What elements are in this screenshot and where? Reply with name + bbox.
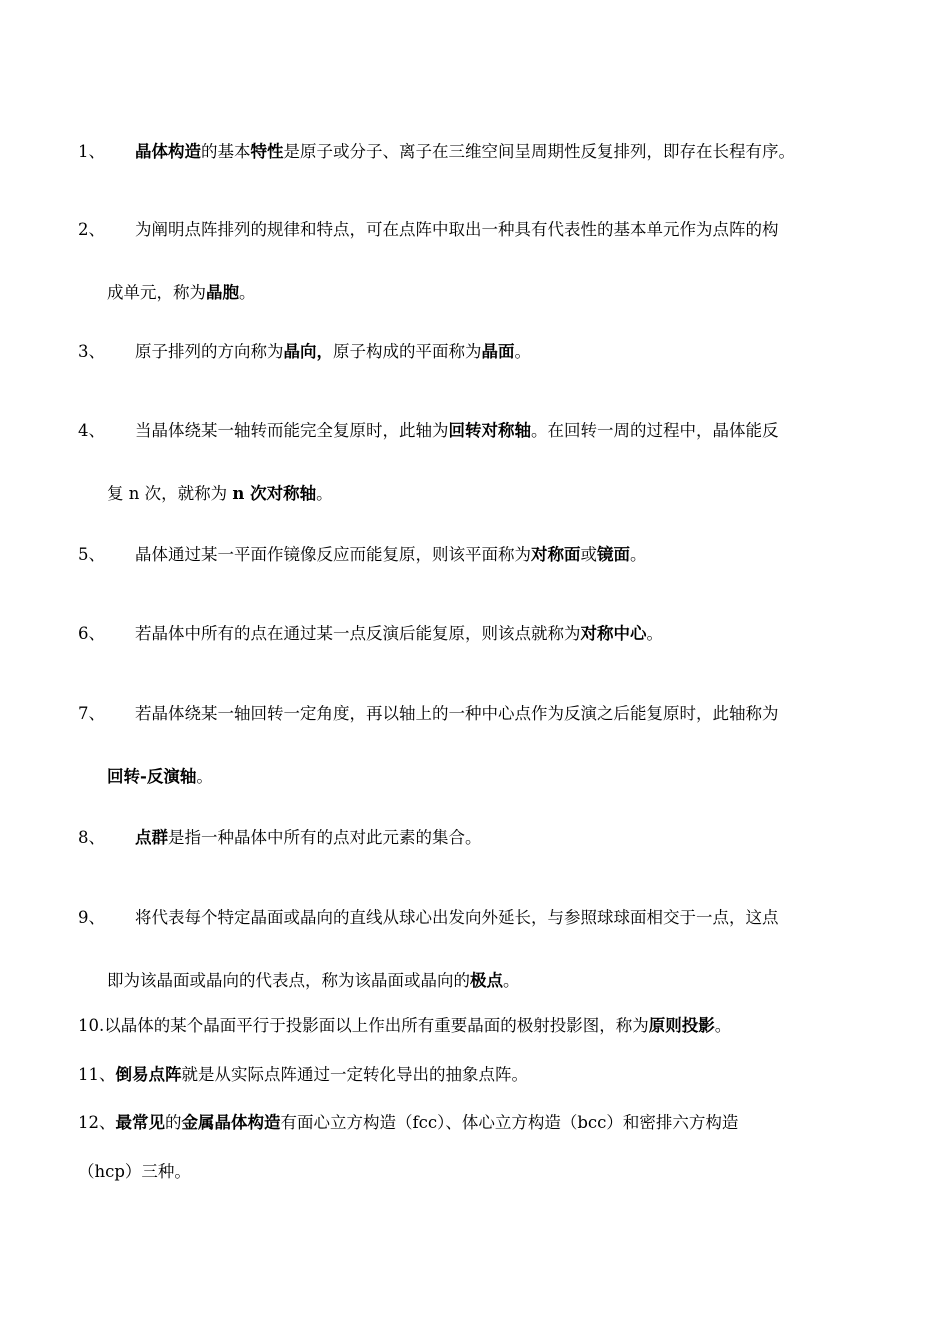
- text-run: 是原子或分子、离子在三维空间呈周期性反复排列，即存在长程有序。: [283, 142, 795, 161]
- text-run: 的基本: [201, 142, 251, 161]
- text-run: 或: [580, 545, 597, 564]
- term-bold: 对称中心: [580, 624, 647, 643]
- item-3: [0, 339, 950, 365]
- text-run: 。: [714, 1016, 732, 1035]
- term-bold: 最常见: [115, 1113, 165, 1132]
- item-text: [78, 1159, 191, 1185]
- text-run: 若晶体中所有的点在通过某一点反演后能复原，则该点就称为: [135, 624, 581, 643]
- item-1: [0, 139, 950, 165]
- text-run: 。: [646, 624, 663, 643]
- text-run: 。: [316, 484, 333, 503]
- item-text: [78, 1110, 738, 1136]
- term-bold: 镜面: [597, 545, 630, 564]
- text-run: 。: [196, 767, 213, 786]
- item-4-continuation: [0, 481, 950, 507]
- item-4: [0, 418, 950, 444]
- item-6: [0, 621, 950, 647]
- item-text: [135, 905, 779, 931]
- term-bold: 倒易点阵: [115, 1065, 182, 1084]
- text-run: 若晶体绕某一轴回转一定角度，再以轴上的一种中心点作为反演之后能复原时，此轴称为: [135, 704, 779, 723]
- text-run: 就是从实际点阵通过一定转化导出的抽象点阵。: [181, 1065, 528, 1084]
- text-run: 原子排列的方向称为: [135, 342, 284, 361]
- item-2: [0, 217, 950, 243]
- item-text: [135, 621, 663, 647]
- item-number: 4、: [78, 421, 105, 440]
- item-7-continuation: [0, 764, 950, 790]
- term-bold: 晶向，: [283, 342, 333, 361]
- text-run: 。: [630, 545, 647, 564]
- item-text: [135, 418, 779, 444]
- item-text: [107, 481, 333, 507]
- text-run: 10.以晶体的某个晶面平行于投影面以上作出所有重要晶面的极射投影图，称为: [78, 1016, 649, 1035]
- item-9: [0, 905, 950, 931]
- text-run: 。: [239, 283, 256, 302]
- term-bold: 回转对称轴: [448, 421, 531, 440]
- item-7: [0, 701, 950, 727]
- term-bold: 金属晶体构造: [181, 1113, 281, 1132]
- term-bold: 回转-反演轴: [107, 767, 197, 786]
- term-bold: 晶胞: [206, 283, 239, 302]
- text-run: 复 n 次，就称为: [107, 484, 233, 503]
- item-text: [135, 217, 779, 243]
- item-9-continuation: [0, 968, 950, 994]
- item-text: [107, 764, 213, 790]
- item-text: [135, 701, 779, 727]
- text-run: 12、: [78, 1113, 116, 1132]
- term-bold: 点群: [135, 828, 168, 847]
- item-text: [107, 968, 520, 994]
- text-run: 是指一种晶体中所有的点对此元素的集合。: [168, 828, 482, 847]
- term-bold: n 次对称轴: [232, 484, 317, 503]
- item-number: 3、: [78, 342, 105, 361]
- item-12-continuation: [0, 1159, 950, 1185]
- term-bold: 极点: [470, 971, 503, 990]
- item-12: [0, 1110, 950, 1136]
- item-number: 7、: [78, 704, 105, 723]
- term-bold: 对称面: [531, 545, 581, 564]
- item-number: 1、: [78, 142, 105, 161]
- text-run: 原子构成的平面称为: [333, 342, 482, 361]
- text-run: 。在回转一周的过程中，晶体能反: [531, 421, 779, 440]
- item-2-continuation: [0, 280, 950, 306]
- item-text: [135, 339, 531, 365]
- item-number: 8、: [78, 828, 105, 847]
- item-number: 2、: [78, 220, 105, 239]
- text-run: （hcp）三种。: [78, 1162, 191, 1181]
- item-text: [78, 1013, 731, 1039]
- item-8: [0, 825, 950, 851]
- item-10: [0, 1013, 950, 1039]
- text-run: 为阐明点阵排列的规律和特点，可在点阵中取出一种具有代表性的基本单元作为点阵的构: [135, 220, 779, 239]
- item-text: [135, 825, 482, 851]
- text-run: 11、: [78, 1065, 116, 1084]
- item-text: [78, 1062, 528, 1088]
- item-5: [0, 542, 950, 568]
- item-number: 6、: [78, 624, 105, 643]
- item-number: 9、: [78, 908, 105, 927]
- text-run: 晶体通过某一平面作镜像反应而能复原，则该平面称为: [135, 545, 531, 564]
- item-text: [135, 139, 795, 165]
- text-run: 当晶体绕某一轴转而能完全复原时，此轴为: [135, 421, 449, 440]
- term-bold: 晶体构造: [135, 142, 201, 161]
- text-run: 将代表每个特定晶面或晶向的直线从球心出发向外延长，与参照球球面相交于一点，这点: [135, 908, 779, 927]
- text-run: 成单元，称为: [107, 283, 206, 302]
- text-run: 有面心立方构造（fcc）、体心立方构造（bcc）和密排六方构造: [280, 1113, 739, 1132]
- term-bold: 原则投影: [648, 1016, 715, 1035]
- item-text: [107, 280, 256, 306]
- text-run: 。: [514, 342, 531, 361]
- text-run: 即为该晶面或晶向的代表点，称为该晶面或晶向的: [107, 971, 470, 990]
- term-bold: 晶面: [481, 342, 515, 361]
- item-number: 5、: [78, 545, 105, 564]
- text-run: 的: [165, 1113, 182, 1132]
- term-bold: 特性: [250, 142, 284, 161]
- text-run: 。: [503, 971, 520, 990]
- item-11: [0, 1062, 950, 1088]
- item-text: [135, 542, 647, 568]
